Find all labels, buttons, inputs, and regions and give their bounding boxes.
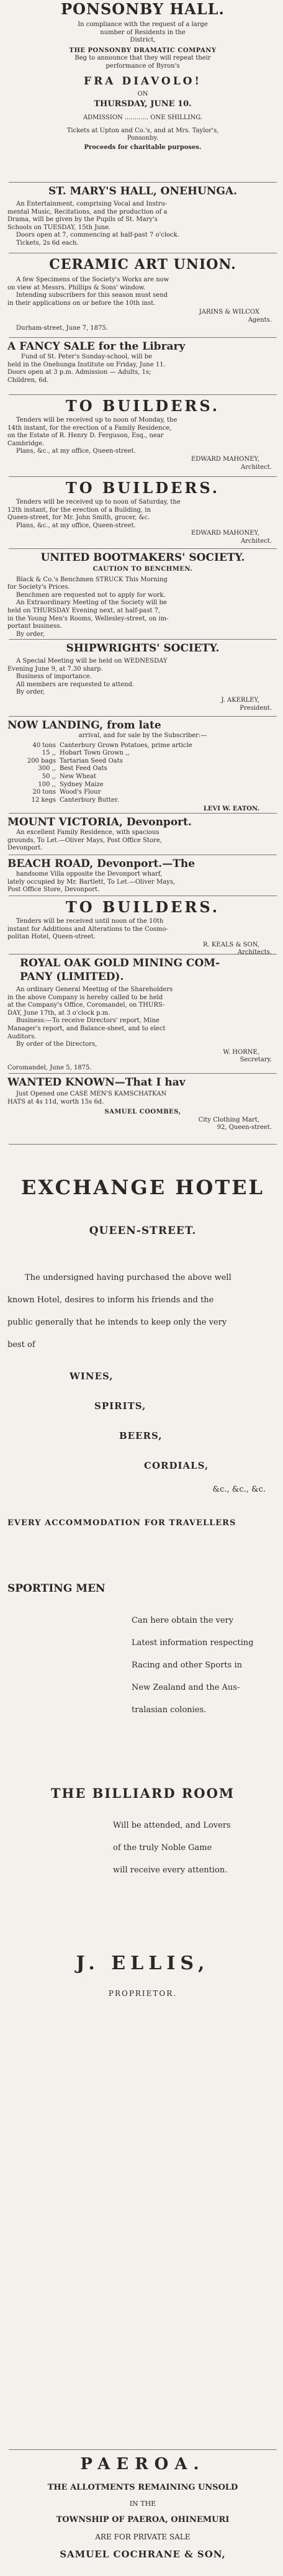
- exchange-hotel-ad: [7, 1148, 278, 2345]
- shipwrights-line-3: Business of importance.: [16, 673, 92, 681]
- ceramic-agents: Agents.: [248, 316, 272, 324]
- rule: [9, 476, 277, 477]
- ponsonby-charity: Proceeds for charitable purposes.: [84, 143, 202, 151]
- fancy-sale-ad: [7, 340, 278, 394]
- ponsonby-play-title: FRA DIAVOLO!: [84, 75, 202, 88]
- bootmakers-caution: CAUTION TO BENCHMEN.: [92, 566, 193, 573]
- landing-quantity: 200 bags: [27, 757, 56, 764]
- exchange-line-3: public generally that he intends to keep only the very: [7, 1318, 227, 1327]
- st-marys-title: ST. MARY'S HALL, ONEHUNGA.: [48, 185, 238, 197]
- shipwrights-line-4: All members are requested to attend.: [16, 681, 135, 688]
- exchange-billiard-room: THE BILLIARD ROOM: [50, 1785, 235, 1801]
- bootmakers-title: UNITED BOOTMAKERS' SOCIETY.: [40, 551, 245, 564]
- landing-row: [7, 773, 278, 781]
- paeroa-line-1: THE ALLOTMENTS REMAINING UNSOLD: [47, 2483, 238, 2492]
- landing-quantity: 300 ,,: [38, 765, 56, 773]
- paeroa-line-3: TOWNSHIP OF PAEROA, OHINEMURI: [56, 2515, 230, 2524]
- builders-1-line-3: on the Estate of R. Henry D. Ferguson, Esq., near: [7, 432, 164, 440]
- st-marys-line-3: Drama, will be given by the Pupils of St. Mary's: [7, 216, 158, 224]
- shipwrights-line-2: Evening June 9, at 7.30 sharp.: [7, 665, 103, 673]
- ceramic-line-1: A few Specimens of the Society's Works are now: [16, 276, 169, 283]
- ponsonby-line-1: In compliance with the request of a large: [78, 21, 208, 28]
- st-marys-line-6: Tickets, 2s 6d each.: [16, 239, 79, 247]
- fancy-line-1: Fund of St. Peter's Sunday-school, will be: [21, 353, 153, 360]
- victoria-line-3: Devonport.: [7, 845, 43, 852]
- rule: [9, 813, 277, 814]
- builders-2-title: TO BUILDERS.: [65, 479, 220, 497]
- bootmakers-by-order: By order,: [16, 630, 45, 638]
- landing-description: Canterbury Butter.: [60, 796, 119, 804]
- royal-oak-line-2: in the above Company is hereby called to be held: [7, 994, 163, 1001]
- landing-description: Best Feed Oats: [60, 765, 107, 773]
- ceramic-signature: JARINS & WILCOX: [199, 309, 259, 316]
- landing-subtitle: arrival, and for sale by the Subscriber:—: [78, 732, 207, 739]
- rule: [9, 1144, 277, 1145]
- builders-2-line-3: Queen-street, for Mr. John Smith, grocer, &c.: [7, 514, 150, 522]
- bootmakers-line-7: portant business.: [7, 623, 62, 630]
- builders-2-line-4: Plans, &c., at my office, Queen-street.: [16, 522, 136, 529]
- exchange-sport-line-4: New Zealand and the Aus-: [132, 1683, 240, 1692]
- wanted-title: WANTED KNOWN—That I hav: [7, 1076, 186, 1089]
- paeroa-line-5: SAMUEL COCHRANE & SON,: [60, 2549, 226, 2560]
- rule: [9, 394, 277, 395]
- rule: [9, 639, 277, 640]
- ponsonby-company: THE PONSONBY DRAMATIC COMPANY: [69, 47, 217, 54]
- royal-oak-address: Coromandel, June 5, 1875.: [7, 1064, 92, 1071]
- ponsonby-date: THURSDAY, JUNE 10.: [94, 99, 192, 109]
- ceramic-art-union-ad: [7, 255, 278, 337]
- exchange-proprietor-role: PROPRIETOR.: [108, 1989, 177, 1998]
- beach-title: BEACH ROAD, Devonport.—The: [7, 858, 195, 870]
- rule: [9, 548, 277, 549]
- st-marys-hall-ad: [7, 184, 278, 253]
- rule: [9, 337, 277, 338]
- landing-quantity: 40 tons: [32, 742, 56, 749]
- ponsonby-line-6: performance of Byron's: [106, 62, 180, 70]
- royal-oak-line-6: Manager's report, and Balance-sheet, and to elect: [7, 1025, 166, 1032]
- royal-oak-line-1: An ordinary General Meeting of the Shareholders: [16, 986, 173, 993]
- exchange-sport-line-5: tralasian colonies.: [132, 1705, 207, 1715]
- builders-1-line-1: Tenders will be received up to noon of Monday, the: [16, 417, 177, 424]
- landing-description: Sydney Maize: [60, 781, 104, 788]
- rule: [9, 1073, 277, 1074]
- landing-row: [7, 742, 278, 750]
- royal-oak-role: Secretary.: [240, 1056, 272, 1064]
- exchange-beers: BEERS,: [119, 1430, 163, 1441]
- exchange-proprietor-name: J. ELLIS,: [76, 1952, 210, 1974]
- rule: [9, 954, 277, 955]
- exchange-billiard-line-1: Will be attended, and Lovers: [113, 1821, 231, 1830]
- ceramic-line-2: on view at Messrs. Phillips & Sons' window.: [7, 284, 146, 291]
- exchange-sporting-men: SPORTING MEN: [7, 1582, 106, 1595]
- ponsonby-tickets-2: Ponsonby.: [127, 135, 159, 142]
- builders-1-role: Architect.: [241, 463, 272, 471]
- ponsonby-on: ON: [137, 90, 148, 98]
- wanted-known-ad: [7, 1076, 278, 1143]
- bootmakers-line-1: Black & Co.'s Benchmen STRUCK This Morning: [16, 576, 168, 583]
- landing-row: [7, 797, 278, 805]
- exchange-line-4: best of: [7, 1340, 35, 1349]
- ponsonby-tickets: Tickets at Upton and Co.'s, and at Mrs. Taylor's,: [66, 127, 219, 134]
- st-marys-line-4: Schools on TUESDAY, 15th June.: [7, 224, 111, 231]
- mount-victoria-ad: [7, 815, 278, 854]
- builders-1-line-4: Cambridge.: [7, 440, 45, 447]
- shipwrights-title: SHIPWRIGHTS' SOCIETY.: [66, 642, 220, 655]
- royal-oak-signature: W. HORNE,: [223, 1048, 259, 1056]
- beach-line-1: handsome Villa opposite the Devonport wharf,: [16, 871, 163, 878]
- landing-title: NOW LANDING, from late: [7, 719, 161, 732]
- rule: [9, 182, 277, 183]
- landing-description: Canterbury Grown Potatoes, prime article: [60, 742, 192, 749]
- beach-road-ad: [7, 857, 278, 896]
- builders-1-title: TO BUILDERS.: [65, 397, 220, 415]
- exchange-subtitle: QUEEN-STREET.: [89, 1225, 197, 1237]
- wanted-address-1: City Clothing Mart,: [198, 1116, 259, 1123]
- exchange-billiard-line-2: of the truly Noble Game: [113, 1843, 212, 1853]
- builders-2-line-1: Tenders will be received up to noon of Saturday, the: [16, 499, 181, 506]
- ponsonby-line-5: Beg to announce that they will repeat their: [74, 55, 211, 62]
- royal-oak-line-3: at the Company's Office, Coromandel, on THURS-: [7, 1002, 165, 1009]
- royal-oak-line-5: Business:—To receive Directors' report, Mine: [16, 1017, 159, 1025]
- builders-1-line-2: 14th instant, for the erection of a Family Residence,: [7, 424, 172, 432]
- exchange-billiard-line-3: will receive every attention.: [113, 1866, 228, 1875]
- victoria-line-2: grounds, To Let.—Oliver Mays, Post Office Store,: [7, 837, 162, 844]
- fancy-line-3: Doors open at 3 p.m. Admission — Adults, 1s;: [7, 369, 151, 376]
- landing-quantity: 50 ,,: [42, 773, 56, 780]
- landing-description: Tartarian Seed Oats: [60, 757, 123, 764]
- shipwrights-society-ad: [7, 642, 278, 716]
- fancy-line-2: held in the Onehunga Institute on Friday, June 11.: [7, 361, 166, 368]
- wanted-line-1: Just Opened one CASE MEN'S KAMSCHATKAN: [16, 1091, 167, 1097]
- exchange-wines: WINES,: [70, 1371, 114, 1382]
- victoria-line-1: An excellent Family Residence, with spacious: [16, 829, 159, 836]
- builders-2-role: Architect.: [241, 537, 272, 545]
- fancy-sale-title: A FANCY SALE for the Library: [7, 340, 186, 353]
- builders-2-line-2: 12th instant, for the erection of a Building, in: [7, 506, 151, 514]
- bootmakers-line-2: for Society's Prices.: [7, 584, 70, 591]
- royal-oak-title: ROYAL OAK GOLD MINING COM-: [20, 957, 220, 969]
- beach-line-2: lately occupied by Mr. Bartlett, To Let.—Oliver Mays,: [7, 878, 176, 886]
- exchange-sport-line-1: Can here obtain the very: [132, 1616, 234, 1625]
- to-builders-ad-2: [7, 479, 278, 548]
- builders-3-role: Architects.: [237, 949, 272, 954]
- rule: [9, 716, 277, 717]
- st-marys-line-5: Doors open at 7, commencing at half-past 7 o'clock.: [16, 232, 179, 239]
- shipwrights-signature: J. AKERLEY,: [221, 696, 259, 704]
- ceramic-title: CERAMIC ART UNION.: [49, 256, 236, 273]
- st-marys-line-1: An Entertainment, comprising Vocal and Instru-: [16, 201, 168, 207]
- bootmakers-line-3: Benchmen are requested not to apply for work.: [16, 591, 166, 599]
- paeroa-line-4: ARE FOR PRIVATE SALE: [95, 2533, 191, 2541]
- rule: [9, 2449, 277, 2450]
- exchange-sport-line-3: Racing and other Sports in: [132, 1661, 242, 1670]
- builders-1-line-5: Plans, &c., at my office, Queen-street.: [16, 448, 136, 455]
- wanted-signature: SAMUEL COOMBES,: [104, 1109, 181, 1116]
- ceramic-line-4: in their applications on or before the 10th inst.: [7, 299, 156, 307]
- ceramic-line-3: Intending subscribers for this season must send: [16, 292, 168, 299]
- bootmakers-line-4: An Extraordinary Meeting of the Society will be: [16, 599, 167, 607]
- landing-description: Hobart Town Grown ,,: [60, 750, 130, 757]
- landing-table: [7, 742, 278, 805]
- ponsonby-admission: ADMISSION ............ ONE SHILLING.: [83, 114, 203, 122]
- landing-quantity: 20 tons: [32, 789, 56, 796]
- shipwrights-role: President.: [240, 704, 272, 712]
- st-marys-line-2: mental Music, Recitations, and the production of a: [7, 208, 168, 215]
- landing-quantity: 100 ,,: [38, 781, 56, 788]
- builders-3-line-2: instant for Additions and Alterations to the Cosmo-: [7, 925, 168, 933]
- landing-row: [7, 789, 278, 797]
- now-landing-ad: [7, 719, 278, 812]
- fancy-line-4: Children, 6d.: [7, 376, 49, 384]
- exchange-cordials: CORDIALS,: [144, 1460, 209, 1471]
- exchange-title: EXCHANGE HOTEL: [20, 1176, 265, 1199]
- landing-quantity: 12 kegs: [31, 796, 56, 804]
- exchange-line-1: The undersigned having purchased the above well: [25, 1273, 231, 1282]
- exchange-sport-line-2: Latest information respecting: [132, 1638, 254, 1648]
- paeroa-ad: [7, 2453, 278, 2575]
- royal-oak-line-7: Auditors.: [7, 1033, 37, 1040]
- landing-description: Wood's Flour: [60, 789, 101, 796]
- ponsonby-line-2: number of Residents in the: [100, 29, 186, 36]
- wanted-address-2: 92, Queen-street.: [217, 1124, 272, 1132]
- victoria-title: MOUNT VICTORIA, Devonport.: [7, 816, 192, 828]
- ponsonby-line-3: District,: [130, 37, 156, 44]
- landing-row: [7, 750, 278, 758]
- bootmakers-society-ad: [7, 551, 278, 639]
- builders-3-line-1: Tenders will be received until noon of the 10th: [16, 918, 164, 925]
- builders-3-title: TO BUILDERS.: [65, 898, 220, 916]
- landing-row: [7, 781, 278, 789]
- builders-3-signature: R. KEALS & SON,: [203, 941, 259, 948]
- wanted-line-2: HATS at 4s 11d, worth 15s 6d.: [7, 1098, 104, 1105]
- exchange-spirits: SPIRITS,: [94, 1400, 146, 1412]
- royal-oak-title-2: PANY (LIMITED).: [20, 971, 124, 983]
- exchange-line-2: known Hotel, desires to inform his friends and the: [7, 1295, 214, 1305]
- to-builders-ad-1: [7, 397, 278, 476]
- paeroa-title: PAEROA.: [80, 2455, 205, 2474]
- builders-2-signature: EDWARD MAHONEY,: [191, 530, 259, 537]
- royal-oak-line-8: By order of the Directors,: [16, 1041, 97, 1048]
- paeroa-line-2: IN THE: [129, 2500, 156, 2508]
- builders-3-line-3: politan Hotel, Queen-street.: [7, 933, 96, 941]
- shipwrights-line-1: A Special Meeting will be held on WEDNESDAY: [16, 658, 168, 664]
- to-builders-ad-3: [7, 898, 278, 954]
- landing-quantity: 15 ,,: [42, 750, 56, 757]
- ceramic-address: Durham-street, June 7, 1875.: [16, 324, 108, 332]
- landing-signature: LEVI W. EATON.: [203, 805, 259, 812]
- exchange-every-accommodation: EVERY ACCOMMODATION FOR TRAVELLERS: [7, 1518, 236, 1528]
- beach-line-3: Post Office Store, Devonport.: [7, 886, 100, 894]
- builders-1-signature: EDWARD MAHONEY,: [191, 455, 259, 463]
- bootmakers-line-5: held on THURSDAY Evening next, at half-past 7,: [7, 607, 161, 614]
- bootmakers-line-6: in the Young Men's Rooms, Wellesley-street, on im-: [7, 615, 169, 622]
- ponsonby-hall-title: PONSONBY HALL.: [61, 0, 225, 18]
- royal-oak-line-4: DAY, June 17th, at 3 o'clock p.m.: [7, 1009, 110, 1017]
- landing-description: New Wheat: [60, 773, 97, 780]
- landing-row: [7, 758, 278, 766]
- ponsonby-hall-ad: [7, 0, 278, 181]
- landing-row: [7, 765, 278, 773]
- shipwrights-line-5: By order,: [16, 689, 45, 696]
- royal-oak-mining-ad: [7, 956, 278, 1072]
- exchange-etc: &c., &c., &c.: [212, 1485, 266, 1494]
